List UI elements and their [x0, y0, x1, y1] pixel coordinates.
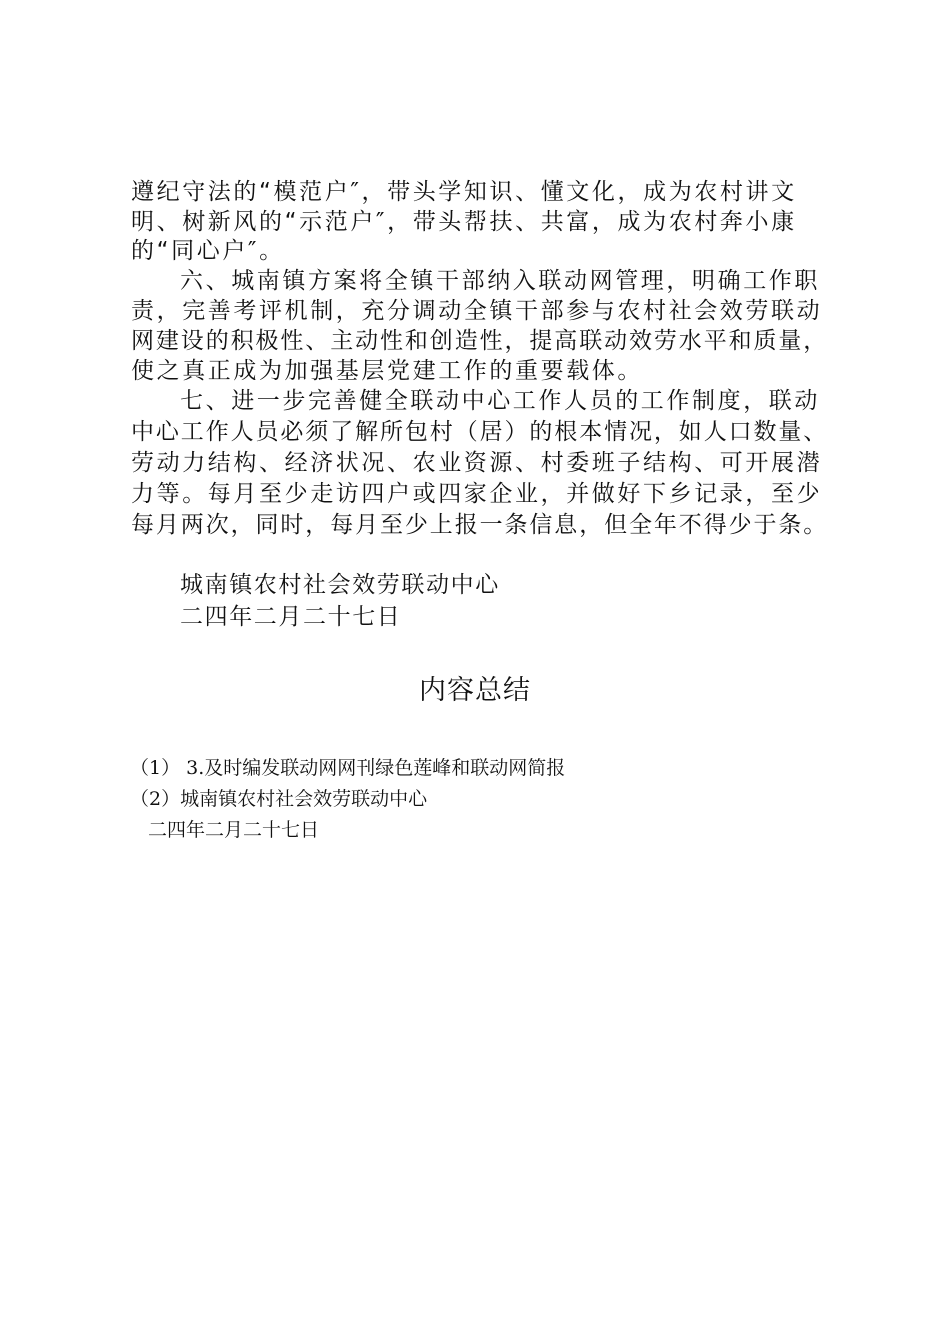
signature-date: 二四年二月二十七日	[180, 604, 402, 630]
body-line-8: 七、进一步完善健全联动中心工作人员的工作制度，联动	[180, 388, 820, 414]
body-line-12: 每月两次，同时，每月至少上报一条信息，但全年不得少于条。	[131, 512, 829, 538]
body-line-9: 中心工作人员必须了解所包村（居）的根本情况，如人口数量、	[131, 419, 829, 445]
body-line-2: 明、树新风的“示范户″，带头帮扶、共富，成为农村奔小康	[131, 209, 797, 235]
summary-item-2: （2）城南镇农村社会效劳联动中心	[130, 788, 428, 810]
body-line-7: 使之真正成为加强基层党建工作的重要载体。	[131, 358, 643, 384]
signature-org: 城南镇农村社会效劳联动中心	[180, 572, 500, 598]
body-line-5: 责，完善考评机制，充分调动全镇干部参与农村社会效劳联动	[131, 298, 823, 324]
body-line-3: 的“同心户″。	[131, 238, 285, 264]
summary-item-3: 二四年二月二十七日	[148, 819, 320, 841]
summary-title: 内容总结	[419, 675, 531, 706]
summary-item-1: （1） 3.及时编发联动网网刊绿色莲峰和联动网简报	[130, 757, 566, 779]
body-line-11: 力等。每月至少走访四户或四家企业，并做好下乡记录，至少	[131, 481, 823, 507]
body-line-1: 遵纪守法的“模范户″，带头学知识、懂文化，成为农村讲文	[131, 179, 797, 205]
body-line-6: 网建设的积极性、主动性和创造性，提高联动效劳水平和质量，	[131, 328, 829, 354]
body-line-10: 劳动力结构、经济状况、农业资源、村委班子结构、可开展潜	[131, 450, 823, 476]
body-line-4: 六、城南镇方案将全镇干部纳入联动网管理，明确工作职	[180, 268, 820, 294]
